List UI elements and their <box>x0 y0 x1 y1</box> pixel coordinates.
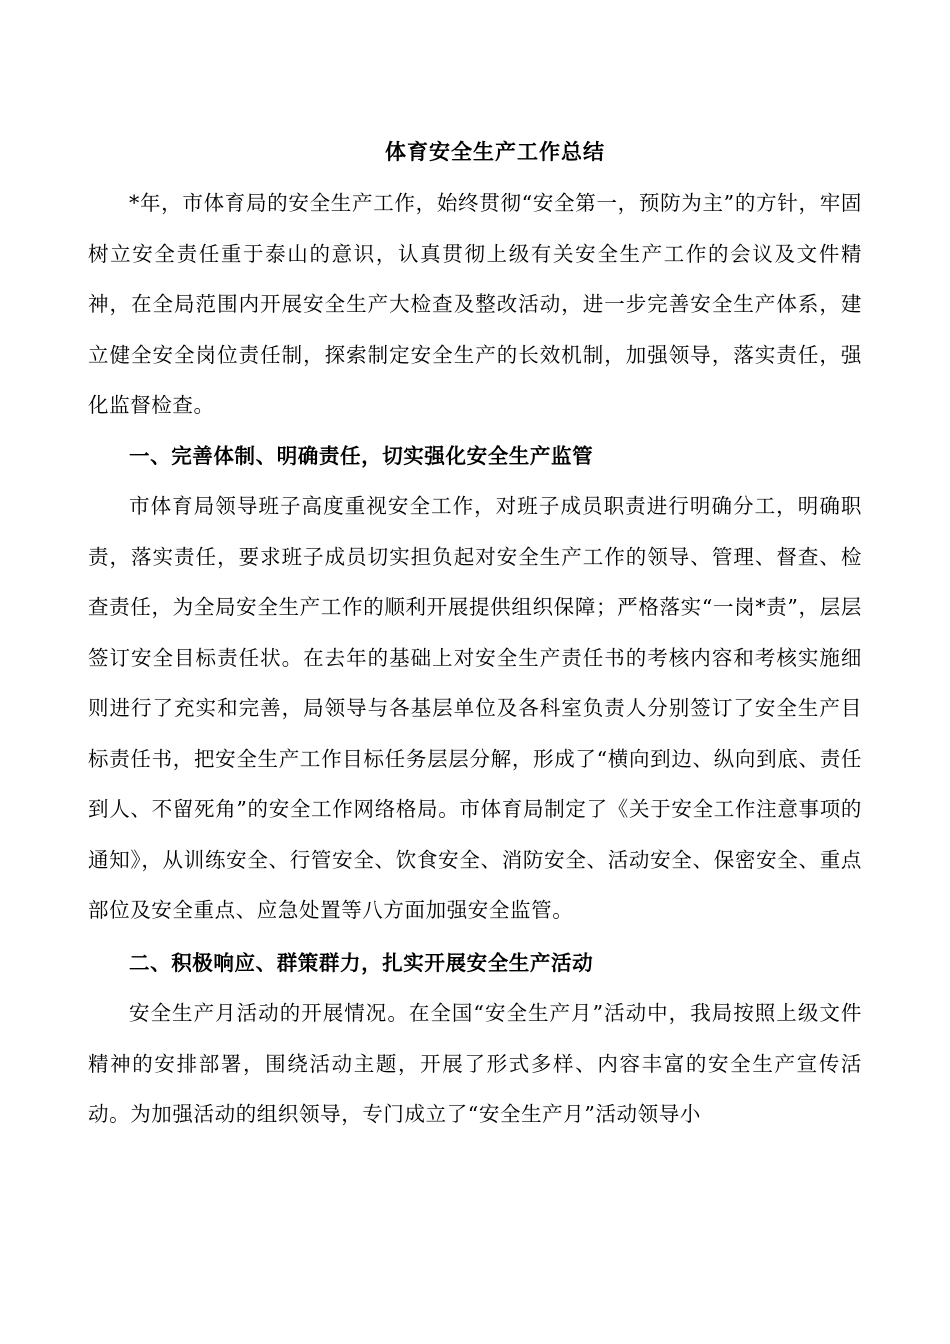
section-1-body: 市体育局领导班子高度重视安全工作，对班子成员职责进行明确分工，明确职责，落实责任，要求班子成员切实担负起对安全生产工作的领导、管理、督查、检查责任，为全局安全生产工作的顺利开展提供组织保障；严格落实“一岗*责”，层层签订安全目标责任状。在去年的基础上对安全生产责任书的考核内容和考核实施细则进行了充实和完善，局领导与各基层单位及各科室负责人分别签订了安全生产目标责任书，把安全生产工作目标任务层层分解，形成了“横向到边、纵向到底、责任到人、不留死角”的安全工作网络格局。市体育局制定了《关于安全工作注意事项的通知》，从训练安全、行管安全、饮食安全、消防安全、活动安全、保密安全、重点部位及安全重点、应急处置等八方面加强安全监管。 <box>88 494 862 922</box>
section-1-heading: 一、完善体制、明确责任，切实强化安全生产监管 <box>129 443 594 468</box>
intro-paragraph: *年，市体育局的安全生产工作，始终贯彻“安全第一，预防为主”的方针，牢固树立安全责任重于泰山的意识，认真贯彻上级有关安全生产工作的会议及文件精神，在全局范围内开展安全生产大检查及整改活动，进一步完善安全生产体系，建立健全安全岗位责任制，探索制定安全生产的长效机制，加强领导，落实责任，强化监督检查。 <box>88 191 862 417</box>
section-2-heading: 二、积极响应、群策群力，扎实开展安全生产活动 <box>129 950 594 975</box>
document-title: 体育安全生产工作总结 <box>385 139 605 164</box>
section-2-body: 安全生产月活动的开展情况。在全国“安全生产月”活动中，我局按照上级文件精神的安排部署，围绕活动主题，开展了形式多样、内容丰富的安全生产宣传活动。为加强活动的组织领导，专门成立了“安全生产月”活动领导小 <box>88 1001 862 1126</box>
